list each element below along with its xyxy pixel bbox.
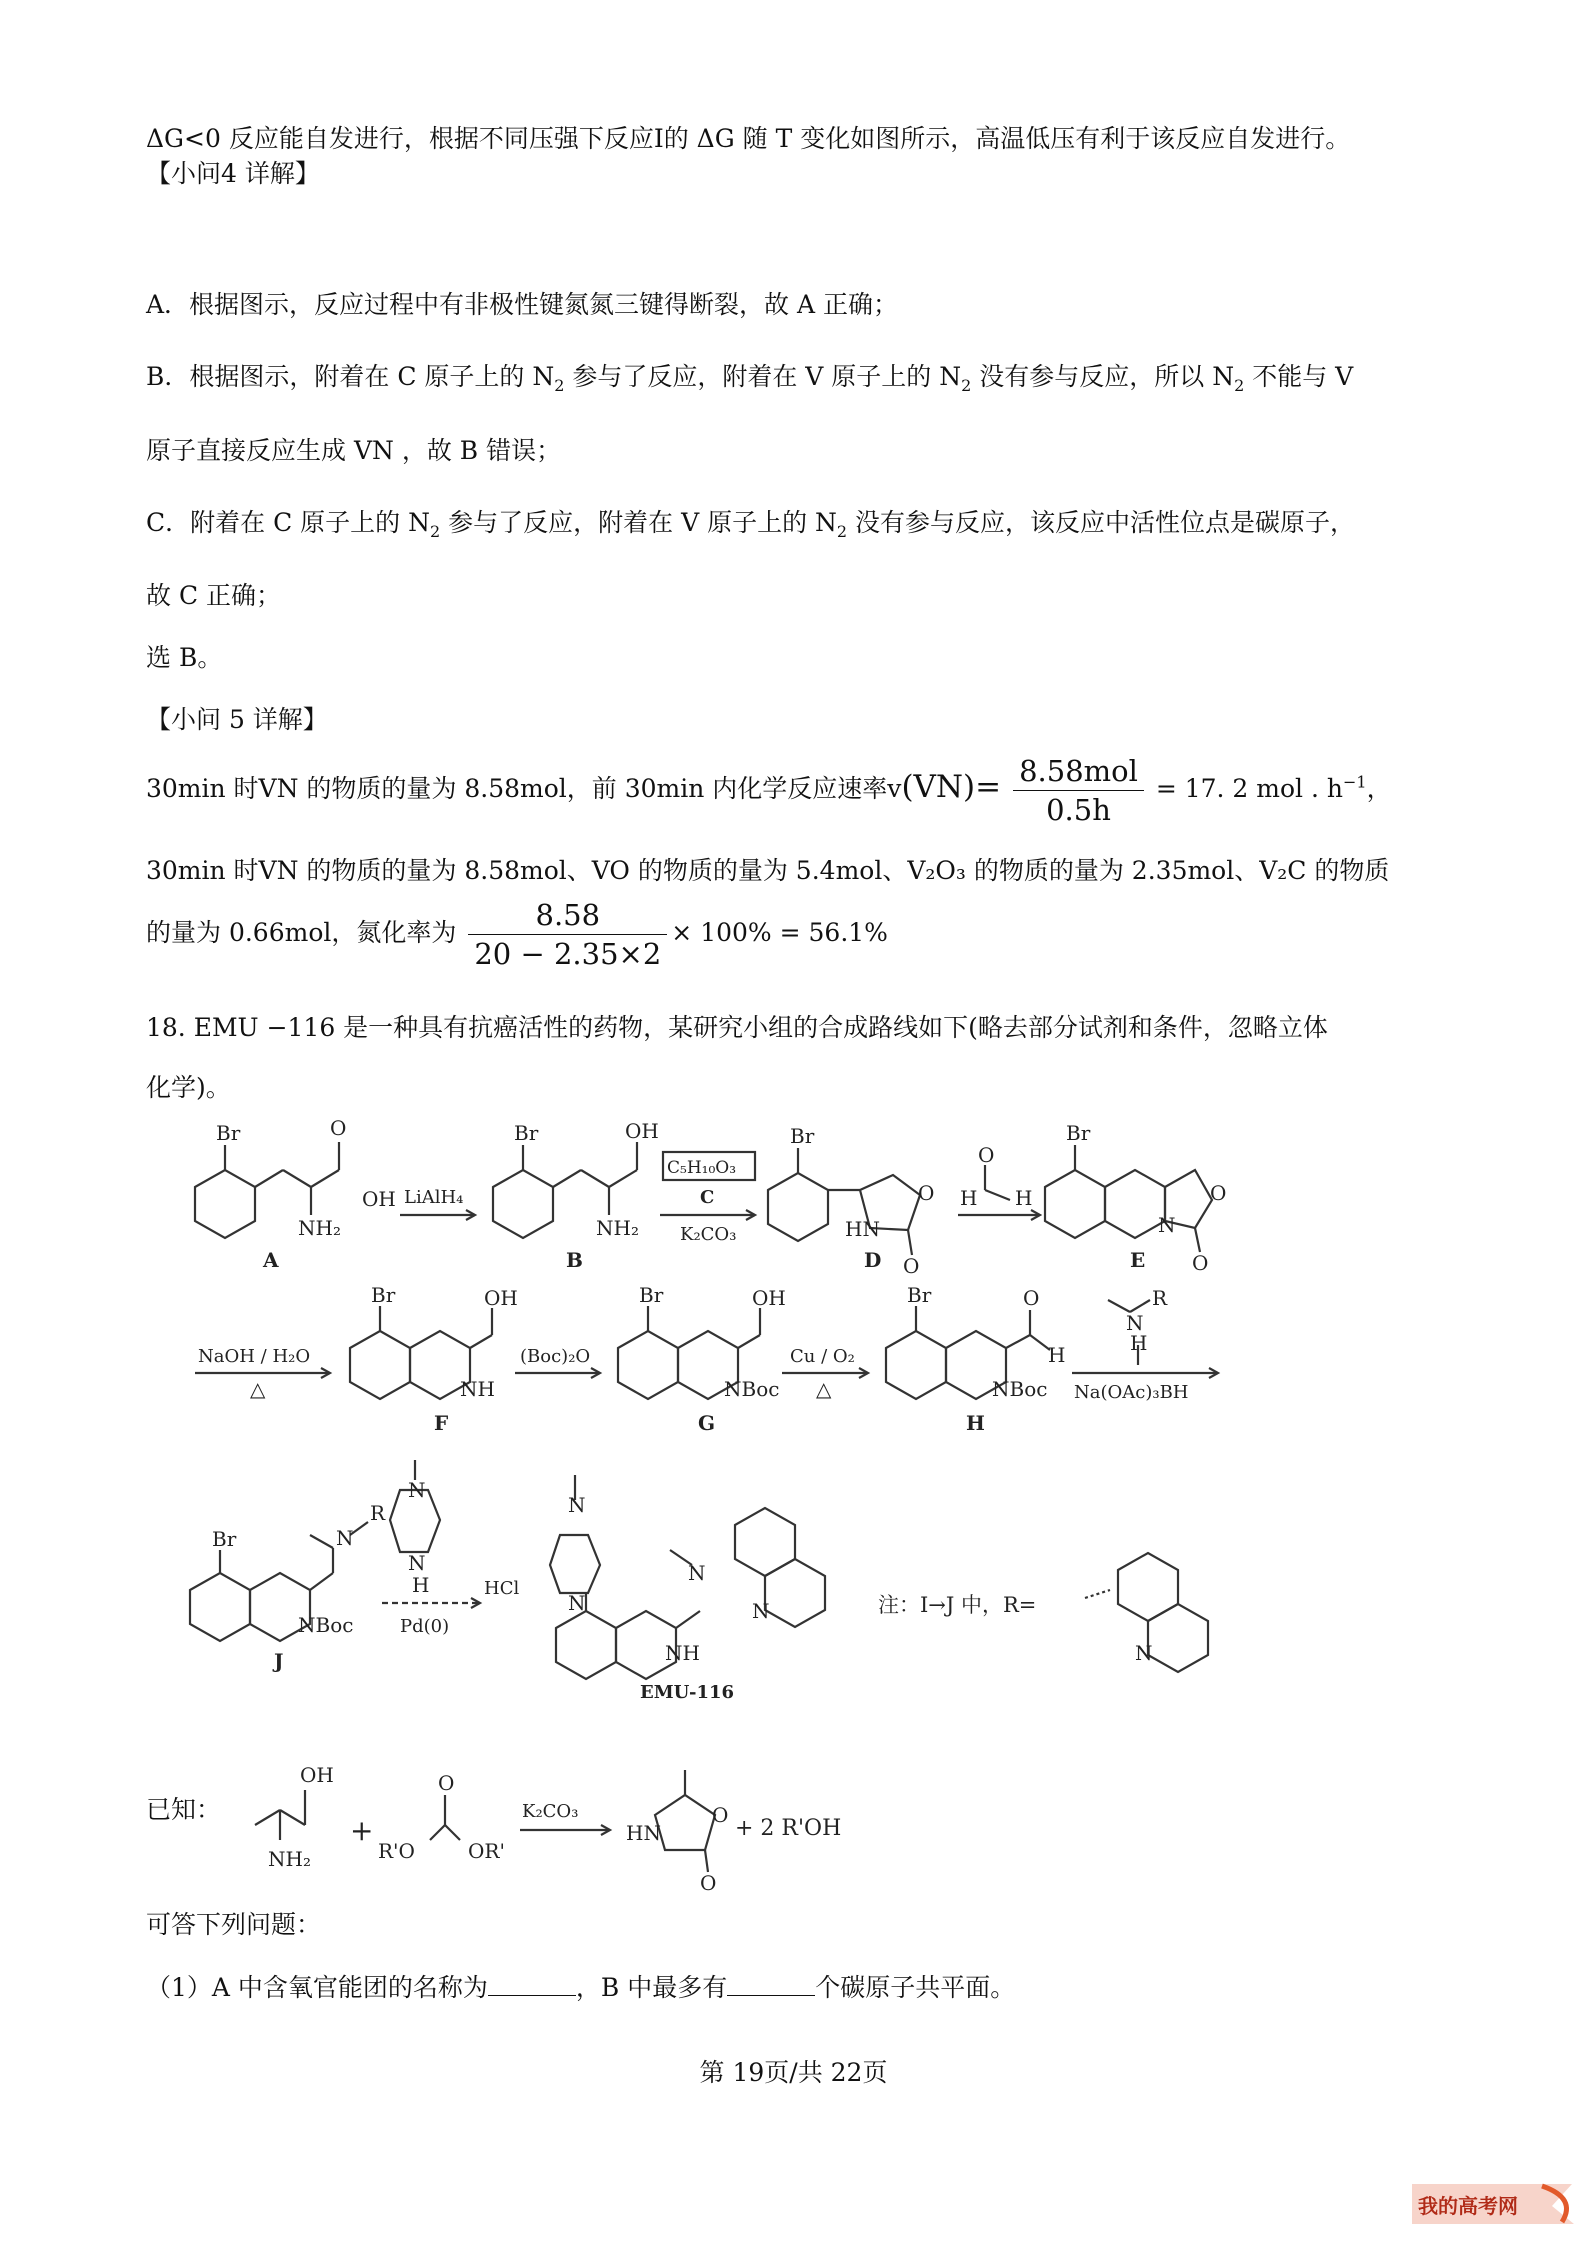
label-n: N [688,1561,706,1585]
label-n: N [752,1599,770,1623]
label-n: N [1126,1311,1144,1335]
question-18-stem: 18. EMU −116 是一种具有抗癌活性的药物，某研究小组的合成路线如下(略去部分试剂和条件，忽略立体 [146,1013,1328,1042]
answer-blank[interactable] [488,1973,576,1996]
label-br: Br [907,1283,932,1307]
reagent-c-formula: C₅H₁₀O₃ [667,1158,737,1178]
label-n: N [408,1478,426,1502]
label-r: R [370,1501,386,1525]
compound-a-label: A [263,1248,279,1272]
rate-fraction: $\frac{\text{8.58mol}}{0.5h}$ [1013,752,1144,829]
text-line: 选 B。 [146,643,223,672]
label-heat: △ [816,1377,832,1401]
text-line: 原子直接反应生成 VN ，故 B 错误； [146,436,562,465]
plus-sign: + [350,1814,374,1847]
reagent-pd: Pd(0) [400,1616,450,1637]
known-label: 已知： [146,1795,222,1824]
product-label: EMU-116 [640,1682,735,1703]
label-nh: NH [460,1377,495,1401]
label-nboc: NBoc [992,1377,1048,1401]
label-oh: OH [362,1187,396,1211]
label-nh2: NH₂ [298,1216,341,1240]
text-line: 故 C 正确； [146,581,282,610]
label-o: O [1192,1251,1209,1275]
label-n: N [408,1551,426,1575]
compound-d-label: D [864,1248,882,1272]
reagent-stab: Na(OAc)₃BH [1074,1382,1189,1403]
label-n: N [1135,1641,1153,1665]
answer-blank[interactable] [727,1973,815,1996]
label-oh: OH [300,1763,334,1787]
label-nboc: NBoc [724,1377,780,1401]
label-o: O [438,1771,455,1795]
text-line: 30min 时VN 的物质的量为 8.58mol、VO 的物质的量为 5.4mol、V₂O₃ 的物质的量为 2.35mol、V₂C 的物质 [146,856,1390,885]
label-o: O [903,1254,920,1278]
site-logo-text: 我的高考网 [1418,2194,1518,2218]
question-1: （1）A 中含氧官能团的名称为 ，B 中最多有 个碳原子共平面。 [146,1973,1016,2002]
label-br: Br [212,1527,237,1551]
known-byproduct: + 2 R'OH [735,1816,842,1841]
reagent-c-label: C [700,1187,715,1208]
compound-j-label: J [274,1649,284,1673]
label-o: O [918,1181,935,1205]
compound-e-label: E [1130,1248,1146,1272]
r-group-note: 注：I→J 中，R= [878,1593,1037,1617]
compound-h-label: H [966,1411,985,1435]
compound-b-label: B [566,1248,583,1272]
label-n: N [1158,1213,1176,1237]
label-oh: OH [484,1286,518,1310]
label-br: Br [1066,1121,1091,1145]
text-line: 化学)。 [146,1073,231,1102]
label-heat: △ [250,1377,266,1401]
section-heading: 【小问 5 详解】 [146,705,328,734]
label-o: O [1210,1181,1227,1205]
nitridation-equation: 的量为 0.66mol，氮化率为 $\frac{8.58}{20 - 2.35\times 2}$ × 100% = 56.1% [146,898,888,971]
compound-f-label: F [434,1411,449,1435]
label-n: N [336,1526,354,1550]
label-o: O [712,1803,729,1827]
label-br: Br [371,1283,396,1307]
label-h: H [960,1186,978,1210]
reagent-hcl: HCl [484,1578,520,1599]
label-n: N [568,1493,586,1517]
label-oh: OH [752,1286,786,1310]
reagent-cu-o2: Cu / O₂ [790,1346,855,1367]
label-o: O [978,1143,995,1167]
page-footer: 第 19页/共 22页 [699,2058,888,2087]
label-br: Br [514,1121,539,1145]
rate-equation: 30min 时VN 的物质的量为 8.58mol，前 30min 内化学反应速率v(VN)= $\frac{\text{8.58mol}}{0.5h}$ = 17. 2 mol . $h^{-1}$， [146,754,1392,827]
label-nh2: NH₂ [596,1216,639,1240]
reagent-boc2o: (Boc)₂O [520,1346,591,1367]
reagent-k2co3: K₂CO₃ [680,1224,737,1245]
label-nh: NH [665,1641,700,1665]
label-nh2: NH₂ [268,1847,311,1871]
label-h: H [1015,1186,1033,1210]
text-line: ΔG<0 反应能自发进行，根据不同压强下反应I的 ΔG 随 T 变化如图所示，高温低压有利于该反应自发进行。 [146,124,1351,153]
label-r: R [1152,1286,1168,1310]
label-ro: R'O [378,1839,415,1863]
nitridation-fraction: $\frac{8.58}{20 - 2.35\times 2}$ [468,896,667,973]
label-or: OR' [468,1839,505,1863]
prompt-line: 可答下列问题： [146,1910,322,1939]
reagent-lialh4: LiAlH₄ [404,1187,464,1208]
section-heading: 【小问4 详解】 [146,159,320,188]
benzene-ring-a [195,1170,255,1238]
label-h: H [1130,1331,1148,1355]
compound-g-label: G [698,1411,716,1435]
option-c: C．附着在 C 原子上的 $N_2$ 参与了反应，附着在 V 原子上的 $N_2$ 没有参与反应，该反应中活性位点是碳原子， [146,508,1356,541]
label-br: Br [216,1121,241,1145]
label-hn: HN [845,1217,880,1241]
option-b: B．根据图示，附着在 C 原子上的 $N_2$ 参与了反应，附着在 V 原子上的 $N_2$ 没有参与反应，所以 $N_2$ 不能与 V [146,362,1354,395]
label-n: N [568,1591,586,1615]
label-br: Br [790,1124,815,1148]
label-nboc: NBoc [298,1613,354,1637]
label-o: O [330,1116,347,1140]
label-oh: OH [625,1119,659,1143]
label-o: O [1023,1286,1040,1310]
label-hn: HN [626,1821,661,1845]
reagent-naoh: NaOH / H₂O [198,1346,311,1367]
label-br: Br [639,1283,664,1307]
label-h: H [1048,1343,1066,1367]
reagent-k2co3: K₂CO₃ [522,1801,579,1822]
label-o: O [700,1871,717,1895]
label-h: H [412,1573,430,1597]
option-a: A．根据图示，反应过程中有非极性键氮氮三键得断裂，故 A 正确； [146,290,899,319]
